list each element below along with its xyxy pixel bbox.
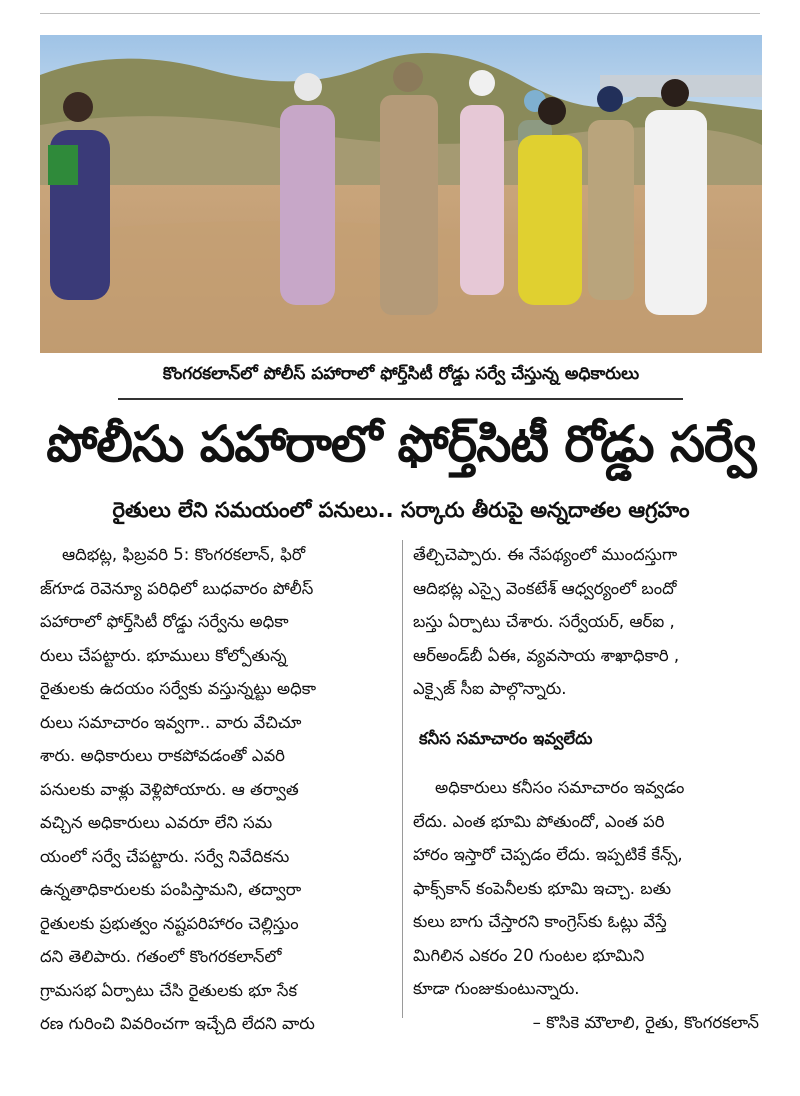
column-divider (402, 540, 403, 1018)
article-line: ఎక్సైజ్ సీఐ పాల్గొన్నారు. (413, 679, 567, 698)
photo-icon (40, 35, 762, 353)
subheadline: రైతులు లేని సమయంలో పనులు.. సర్కారు తీరుపై అన్నదాతల ఆగ్రహం (112, 498, 690, 522)
article-line: అధికారులు కనీసం సమాచారం ఇవ్వడం (435, 778, 685, 797)
article-line: శారు. అధికారులు రాకపోవడంతో ఎవరి (40, 746, 285, 765)
article-right-column (413, 538, 763, 1039)
article-line: గ్రామసభ ఏర్పాటు చేసి రైతులకు భూ సేక (40, 980, 298, 1000)
article-line: పనులకు వాళ్లు వెళ్లిపోయారు. ఆ తర్వాత (40, 779, 299, 799)
article-line: మిగిలిన ఎకరం 20 గుంటల భూమిని (413, 945, 645, 965)
article-line: ఫాక్స్‌కాన్ కంపెనీలకు భూమి ఇచ్చా. బతు (413, 878, 672, 898)
article-line: రులు సమాచారం ఇవ్వగా.. వారు వేచిచూ (40, 712, 302, 732)
article-line: రణ గురించి వివరించగా ఇచ్చేది లేదని వారు (40, 1014, 315, 1033)
article-line: ఉన్నతాధికారులకు పంపిస్తామని, తద్వారా (40, 880, 302, 899)
article-subheading: కనీస సమాచారం ఇవ్వలేదు (419, 728, 593, 748)
article-line: రైతులకు ప్రభుత్వం నష్టపరిహారం చెల్లిస్తుం (40, 913, 299, 933)
news-photo (40, 35, 762, 353)
headline: పోలీసు పహారాలో ఫోర్త్‌సిటీ రోడ్డు సర్వే (46, 415, 756, 473)
article-line: తేల్చిచెప్పారు. ఈ నేపథ్యంలో ముందస్తుగా (413, 545, 678, 564)
article-line: బస్తు ఏర్పాటు చేశారు. సర్వేయర్, ఆర్ఐ , (413, 612, 675, 631)
article-line: ఆదిభట్ల ఎస్సై వెంకటేశ్ ఆధ్వర్యంలో బందో (413, 578, 677, 598)
article-line: లేదు. ఎంత భూమి పోతుందో, ఎంత పరి (413, 811, 665, 831)
article-line: హారం ఇస్తారో చెప్పడం లేదు. ఇప్పటికే కేన్స్, (413, 845, 683, 864)
article-line: రులు చేపట్టారు. భూములు కోల్పోతున్న (40, 645, 287, 665)
article-line: రైతులకు ఉదయం సర్వేకు వస్తున్నట్టు అధికా (40, 679, 317, 698)
article-line: జ్‌గూడ రెవెన్యూ పరిధిలో బుధవారం పోలీస్ (40, 578, 314, 598)
article-left-column (40, 538, 392, 1041)
article-line: దని తెలిపారు. గతంలో కొంగరకలాన్‌లో (40, 947, 282, 966)
article-line: ఆదిభట్ల, ఫిబ్రవరి 5: కొంగరకలాన్, ఫిరో (62, 545, 306, 564)
top-rule (40, 13, 760, 14)
caption-rule (118, 398, 683, 400)
article-line: పహారాలో ఫోర్త్‌సిటీ రోడ్డు సర్వేను అధికా (40, 612, 289, 631)
photo-caption: కొంగరకలాన్‌లో పోలీస్ పహారాలో ఫోర్త్‌సిటీ రోడ్డు సర్వే చేస్తున్న అధికారులు (162, 364, 640, 384)
article-line: వచ్చిన అధికారులు ఎవరూ లేని సమ (40, 813, 273, 832)
article-signoff: – కొసికె మౌలాలి, రైతు, కొంగరకలాన్ (532, 1012, 759, 1032)
article-line: కులు బాగు చేస్తారని కాంగ్రెస్‌కు ఓట్లు వేస్తే (413, 912, 667, 931)
article-line: యంలో సర్వే చేపట్టారు. సర్వే నివేదికను (40, 846, 290, 866)
article-line: ఆర్అండ్‌బీ ఏఈ, వ్యవసాయ శాఖాధికారి , (413, 645, 680, 665)
article-line: కూడా గుంజుకుంటున్నారు. (413, 979, 580, 998)
